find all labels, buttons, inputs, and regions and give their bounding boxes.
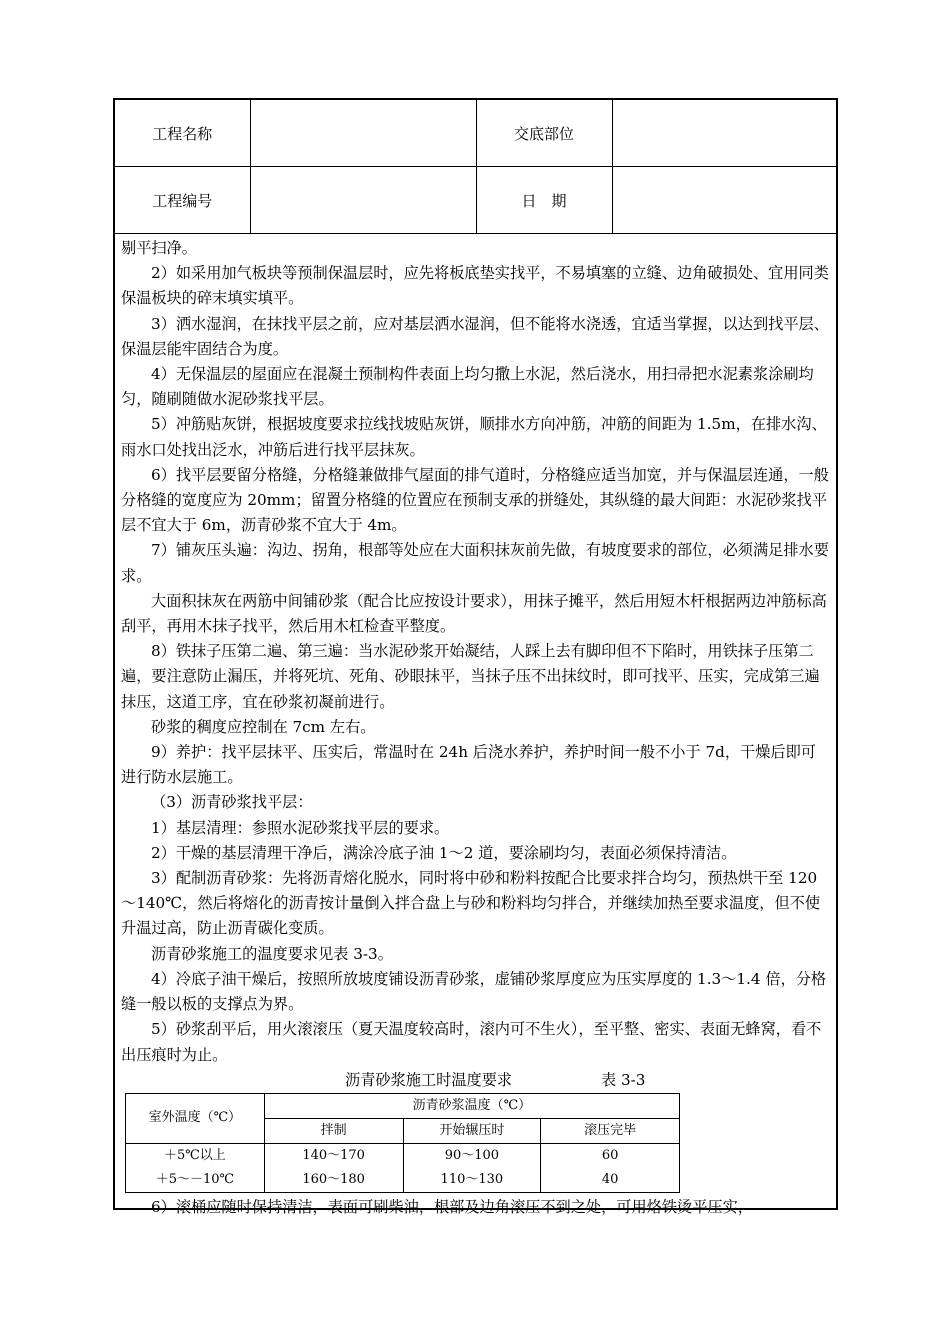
paragraph: 8）铁抹子压第二遍、第三遍：当水泥砂浆开始凝结，人踩上去有脚印但不下陷时，用铁抹子压第二遍，要注意防止漏压，并将死坑、死角、砂眼抹平，当抹子压不出抹纹时，即可找平、压实，完成第三遍抹压，这道工序，宜在砂浆初凝前进行。: [121, 642, 820, 711]
table-number: 表 3-3: [601, 1070, 646, 1089]
paragraph: 2）干燥的基层清理干净后，满涂冷底子油 1～2 道，要涂刷均匀，表面必须保持清洁。: [151, 843, 737, 862]
cell-end: 40: [541, 1168, 680, 1193]
temperature-table: [125, 1093, 680, 1193]
cell-outdoor: ＋5℃以上: [126, 1143, 265, 1168]
date-value: [612, 167, 836, 234]
paragraph: 1）基层清理：参照水泥砂浆找平层的要求。: [151, 818, 450, 837]
cell-start: 90～100: [403, 1143, 541, 1168]
paragraph: 2）如采用加气板块等预制保温层时，应先将板底垫实找平，不易填塞的立缝、边角破损处、宜用同类保温板块的碎末填实填平。: [121, 264, 829, 308]
cell-outdoor: ＋5～－10℃: [126, 1168, 265, 1193]
outdoor-temp-header: 室外温度（℃）: [126, 1093, 265, 1143]
paragraph: 7）铺灰压头遍：沟边、拐角，根部等处应在大面积抹灰前先做，有坡度要求的部位，必须满足排水要求。: [121, 541, 829, 585]
paragraph: 沥青砂浆施工的温度要求见表 3-3。: [151, 944, 393, 963]
table-caption: [121, 1068, 831, 1093]
paragraph: 4）冷底子油干燥后，按照所放坡度铺设沥青砂浆，虚铺砂浆厚度应为压实厚度的 1.3～1.4 倍，分格缝一般以板的支撑点为界。: [121, 969, 827, 1014]
date-label: 日 期: [476, 167, 612, 234]
table-row: [126, 1143, 680, 1168]
document-body: [121, 236, 831, 1220]
document-frame: [113, 98, 838, 1216]
column-header-start: 开始辗压时: [403, 1118, 541, 1143]
cell-mix: 140～170: [264, 1143, 403, 1168]
paragraph: 5）砂浆刮平后，用火滚滚压（夏天温度较高时，滚内可不生火），至平整、密实、表面无蜂窝，看不出压痕时为止。: [121, 1020, 822, 1064]
mortar-temp-header: 沥青砂浆温度（℃）: [264, 1093, 679, 1118]
cell-end: 60: [541, 1143, 680, 1168]
paragraph: 大面积抹灰在两筋中间铺砂浆（配合比应按设计要求），用抹子摊平，然后用短木杆根据两边冲筋标高刮平，再用木抹子找平，然后用木杠检查平整度。: [121, 591, 827, 636]
paragraph: （3）沥青砂浆找平层：: [151, 793, 313, 812]
paragraph: 剔平扫净。: [121, 239, 197, 257]
paragraph: 砂浆的稠度应控制在 7cm 左右。: [151, 717, 376, 736]
handover-part-value: [612, 100, 836, 167]
cell-mix: 160～180: [264, 1168, 403, 1193]
project-name-value: [250, 100, 476, 167]
project-name-label: 工程名称: [115, 100, 250, 167]
header-table: [115, 100, 836, 234]
project-no-value: [250, 167, 476, 234]
paragraph: 3）洒水湿润，在抹找平层之前，应对基层洒水湿润，但不能将水浇透，宜适当掌握，以达到找平层、保温层能牢固结合为度。: [121, 314, 829, 358]
paragraph: 4）无保温层的屋面应在混凝土预制构件表面上均匀撒上水泥，然后浇水，用扫帚把水泥素浆涂刷均匀，随刷随做水泥砂浆找平层。: [121, 365, 814, 409]
column-header-end: 滚压完毕: [541, 1118, 680, 1143]
paragraph: 3）配制沥青砂浆：先将沥青熔化脱水，同时将中砂和粉料按配合比要求拌合均匀，预热烘干至 120～140℃，然后将熔化的沥青按计量倒入拌合盘上与砂和粉料均匀拌合，并继续加热至要求温度，但不使升温过高，防止沥青碳化变质。: [121, 869, 821, 938]
column-header-mix: 拌制: [264, 1118, 403, 1143]
table-title: 沥青砂浆施工时温度要求: [345, 1070, 513, 1089]
paragraph: 9）养护：找平层抹平、压实后，常温时在 24h 后浇水养护，养护时间一般不小于 7d，干燥后即可进行防水层施工。: [121, 743, 816, 787]
project-no-label: 工程编号: [115, 167, 250, 234]
paragraph: 6）找平层要留分格缝，分格缝兼做排气屋面的排气道时，分格缝应适当加宽，并与保温层连通，一般分格缝的宽度应为 20mm；留置分格缝的位置应在预制支承的拼缝处，其纵缝的最大间距：水泥砂浆找平层不宜大于 6m，沥青砂浆不宜大于 4m。: [121, 465, 829, 535]
cell-start: 110～130: [403, 1168, 541, 1193]
paragraph: 6）滚桶应随时保持清洁，表面可刷柴油，根部及边角滚压不到之处，可用烙铁烫平压实，: [151, 1197, 753, 1216]
table-row: [126, 1168, 680, 1193]
handover-part-label: 交底部位: [476, 100, 612, 167]
paragraph: 5）冲筋贴灰饼，根据坡度要求拉线找坡贴灰饼，顺排水方向冲筋，冲筋的间距为 1.5m，在排水沟、雨水口处找出泛水，冲筋后进行找平层抹灰。: [121, 415, 827, 459]
